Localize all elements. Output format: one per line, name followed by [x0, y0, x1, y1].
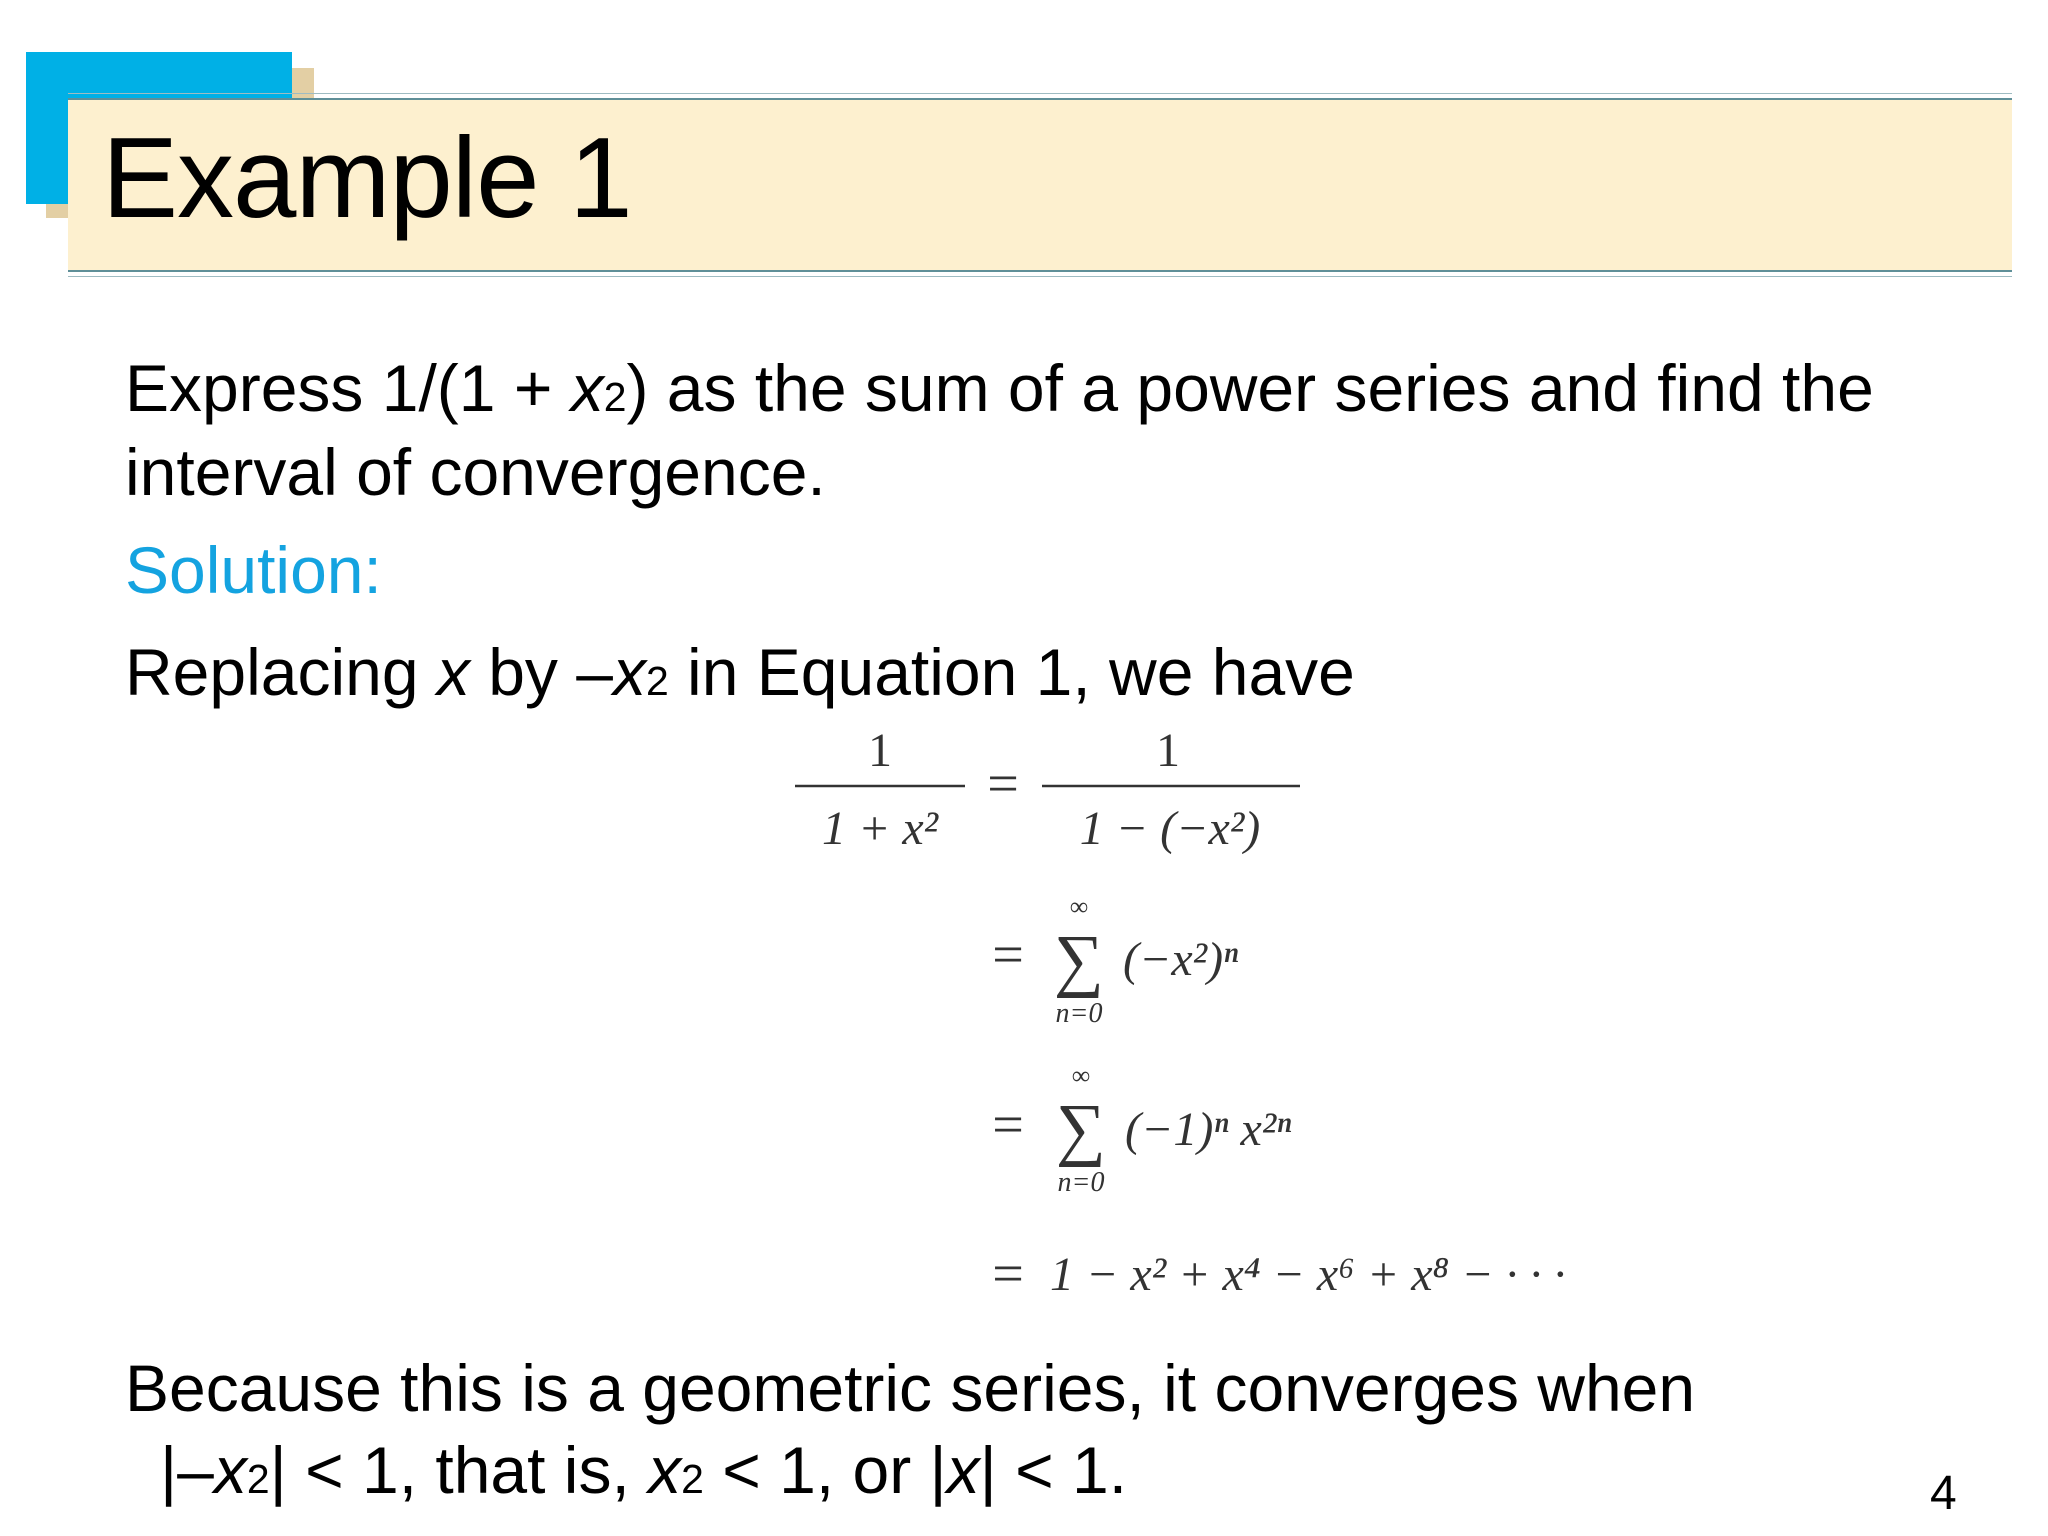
conclusion-var-3: x	[946, 1433, 980, 1507]
sum1-term: (−x²)ⁿ	[1123, 933, 1239, 986]
problem-exponent: 2	[603, 374, 627, 420]
intro-exponent: 2	[645, 658, 669, 704]
conclusion-exp-2: 2	[681, 1456, 704, 1502]
slide-title: Example 1	[102, 115, 632, 242]
conclusion-line-2	[160, 1428, 1127, 1512]
sum2-lower-limit: n=0	[1057, 1167, 1105, 1198]
conclusion-text-d: | < 1.	[979, 1433, 1128, 1507]
equals-sign-1: =	[987, 753, 1019, 815]
conclusion-var-1: x	[213, 1433, 247, 1507]
equals-sign-3: =	[992, 1094, 1024, 1156]
intro-pre: Replacing	[125, 635, 437, 709]
sum1-lower-limit: n=0	[1055, 998, 1103, 1029]
conclusion-text-b: | < 1, that is,	[269, 1433, 649, 1507]
conclusion-var-2: x	[648, 1433, 682, 1507]
equals-sign-4: =	[992, 1243, 1024, 1305]
series-expansion: 1 − x² + x⁴ − x⁶ + x⁸ − · · ·	[1050, 1248, 1566, 1301]
lhs-denominator: 1 + x²	[821, 802, 939, 855]
sum2-term: (−1)ⁿ x²ⁿ	[1125, 1103, 1292, 1156]
conclusion-exp-1: 2	[246, 1456, 270, 1502]
intro-variable-x2: x	[612, 635, 646, 709]
rhs-numerator: 1	[1156, 724, 1180, 777]
conclusion-abs-open: |–	[160, 1433, 214, 1507]
page-number: 4	[1930, 1467, 1957, 1520]
intro-mid: by –	[469, 635, 613, 709]
problem-text-pre: Express 1/(1 +	[125, 351, 571, 425]
problem-text-post: ) as the sum of a power series and find the interval of convergence.	[125, 351, 1874, 509]
sum1-upper-limit: ∞	[1069, 892, 1089, 921]
sum2-sigma: ∑	[1056, 1091, 1106, 1168]
conclusion-line-1: Because this is a geometric series, it converges when	[125, 1351, 1696, 1425]
solution-label: Solution:	[125, 533, 382, 607]
intro-variable-x: x	[436, 635, 470, 709]
lhs-numerator: 1	[868, 724, 892, 777]
sum2-upper-limit: ∞	[1071, 1061, 1091, 1090]
rhs-denominator: 1 − (−x²)	[1079, 802, 1261, 855]
sum1-sigma: ∑	[1054, 922, 1104, 999]
intro-post: in Equation 1, we have	[668, 635, 1355, 709]
problem-variable: x	[570, 351, 604, 425]
equals-sign-2: =	[992, 924, 1024, 986]
conclusion-text-c: < 1, or |	[703, 1433, 947, 1507]
